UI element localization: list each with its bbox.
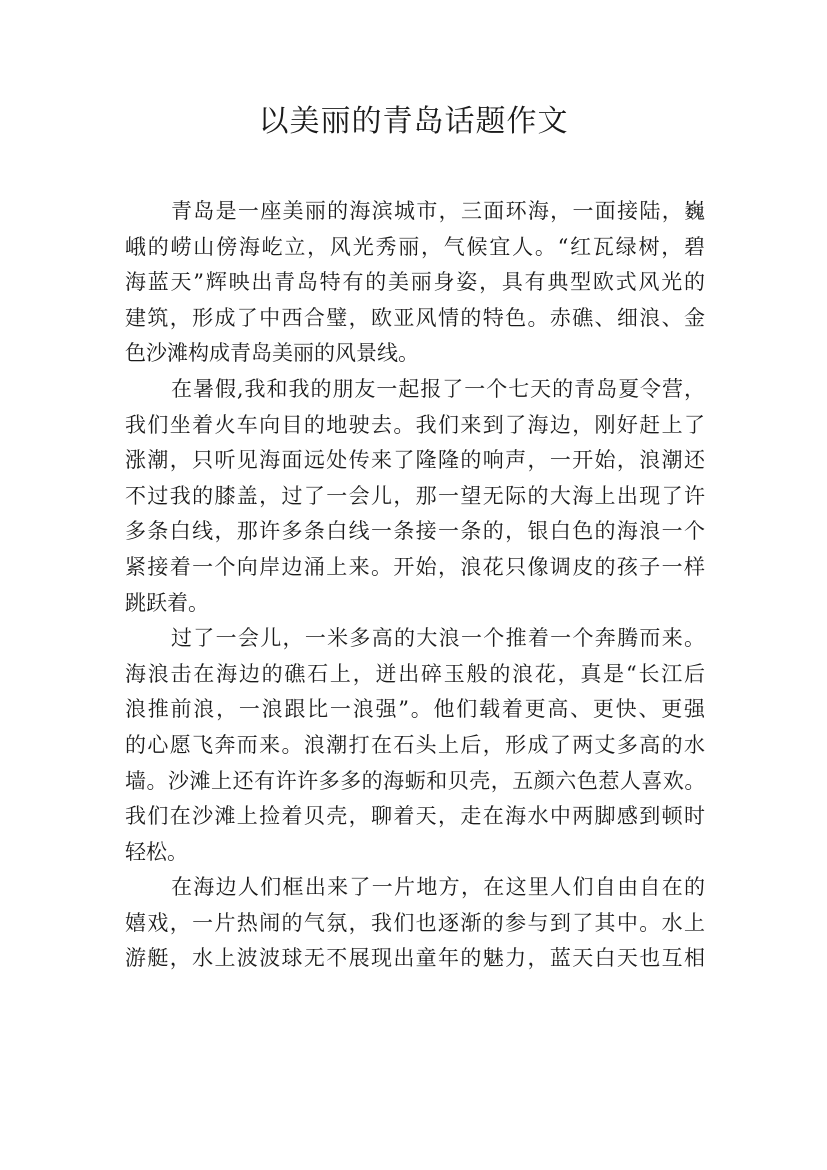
- paragraph-line: 嬉戏，一片热闹的气氛，我们也逐渐的参与到了其中。水上: [125, 910, 705, 935]
- paragraph-line: 海蓝天”辉映出青岛特有的美丽身姿，具有典型欧式风光的: [125, 270, 705, 295]
- paragraph: [125, 372, 705, 621]
- paragraph-line: 在暑假,我和我的朋友一起报了一个七天的青岛夏令营，: [171, 376, 705, 401]
- paragraph-line: 墙。沙滩上还有许许多多的海蛎和贝壳，五颜六色惹人喜欢。: [125, 768, 705, 793]
- paragraph-line: 建筑，形成了中西合璧，欧亚风情的特色。赤礁、细浪、金: [125, 305, 705, 330]
- paragraph-line: 浪推前浪，一浪跟比一浪强”。他们载着更高、更快、更强: [125, 697, 705, 722]
- document-title: 以美丽的青岛话题作文: [258, 104, 569, 139]
- paragraph-line: 我们在沙滩上捡着贝壳，聊着天，走在海水中两脚感到顿时: [125, 804, 705, 829]
- paragraph-line: 在海边人们框出来了一片地方，在这里人们自由自在的: [171, 875, 705, 900]
- paragraph-line: 轻松。: [125, 839, 188, 864]
- paragraph-line: 游艇，水上波波球无不展现出童年的魅力，蓝天白天也互相: [125, 946, 705, 971]
- paragraph-line: 青岛是一座美丽的海滨城市，三面环海，一面接陆，巍: [171, 199, 705, 223]
- paragraph-line: 色沙滩构成青岛美丽的风景线。: [125, 341, 419, 366]
- paragraph-line: 过了一会儿，一米多高的大浪一个推着一个奔腾而来。: [171, 626, 705, 651]
- paragraph-line: 紧接着一个向岸边涌上来。开始，浪花只像调皮的孩子一样: [125, 554, 705, 579]
- paragraph: [125, 621, 705, 870]
- paragraph-line: 我们坐着火车向目的地驶去。我们来到了海边，刚好赶上了: [125, 412, 705, 437]
- paragraph-line: 不过我的膝盖，过了一会儿，那一望无际的大海上出现了许: [125, 483, 705, 508]
- paragraph-line: 的心愿飞奔而来。浪潮打在石头上后，形成了两丈多高的水: [125, 732, 705, 757]
- paragraph-line: 峨的崂山傍海屹立，风光秀丽，气候宜人。“红瓦绿树，碧: [125, 234, 705, 259]
- paragraph: [125, 870, 705, 977]
- paragraph-line: 海浪击在海边的礁石上，迸出碎玉般的浪花，真是“长江后: [125, 661, 705, 686]
- document-body: [125, 194, 705, 977]
- paragraph-line: 多条白线，那许多条白线一条接一条的，银白色的海浪一个: [125, 519, 705, 544]
- paragraph: [125, 194, 705, 372]
- paragraph-line: 涨潮，只听见海面远处传来了隆隆的响声，一开始，浪潮还: [125, 448, 705, 473]
- paragraph-line: 跳跃着。: [125, 590, 209, 615]
